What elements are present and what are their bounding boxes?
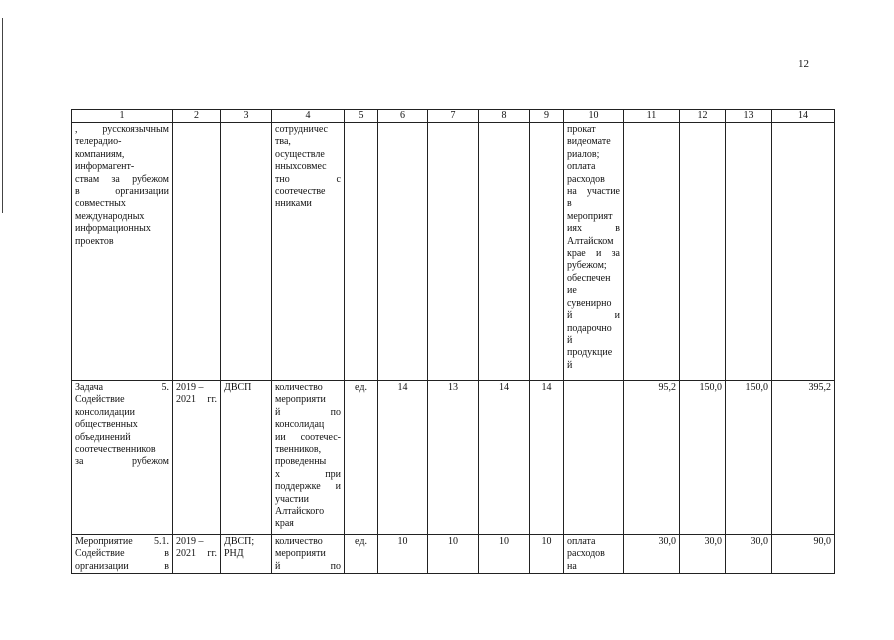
cell-line: количество bbox=[275, 382, 323, 393]
cell-amount: 395,2 bbox=[772, 381, 835, 535]
cell-amount bbox=[624, 123, 680, 381]
cell-indicator bbox=[272, 123, 345, 381]
cell-line: Задача 5. bbox=[75, 382, 169, 393]
cell-line: проектов bbox=[75, 235, 114, 247]
header-cell: 11 bbox=[624, 110, 680, 123]
cell-line: иях в bbox=[567, 223, 620, 235]
cell-line: й bbox=[567, 334, 573, 346]
cell-line: РНД bbox=[224, 548, 244, 560]
cell-line: соотечественников bbox=[75, 444, 156, 456]
cell-line: соотечестве bbox=[275, 186, 326, 198]
cell-line: рубежом; bbox=[567, 260, 607, 272]
cell-amount: 30,0 bbox=[624, 535, 680, 574]
cell-line: нниками bbox=[275, 198, 312, 210]
cell-line: консолидации bbox=[75, 406, 135, 418]
header-cell: 4 bbox=[272, 110, 345, 123]
cell-period bbox=[173, 535, 221, 574]
cell-activity bbox=[564, 535, 624, 574]
cell-indicator bbox=[272, 535, 345, 574]
cell-line: обеспечен bbox=[567, 272, 611, 284]
cell-line: Содействие bbox=[75, 394, 125, 406]
cell-line: оплата bbox=[567, 536, 596, 547]
header-cell: 3 bbox=[221, 110, 272, 123]
cell-description bbox=[72, 535, 173, 574]
cell-value: 14 bbox=[378, 381, 428, 535]
cell-activity bbox=[564, 123, 624, 381]
cell-activity bbox=[564, 381, 624, 535]
cell-line: участии bbox=[275, 493, 309, 505]
cell-line: 2021 гг. bbox=[176, 548, 217, 560]
header-row bbox=[72, 110, 835, 123]
cell-line: поддержке и bbox=[275, 481, 341, 493]
cell-line: ствам за рубежом bbox=[75, 173, 169, 185]
cell-line: расходов bbox=[567, 173, 605, 185]
cell-line: международных bbox=[75, 210, 145, 222]
cell-line: количество bbox=[275, 536, 323, 547]
cell-line: ДВСП; bbox=[224, 536, 255, 547]
header-cell: 8 bbox=[479, 110, 530, 123]
table-row bbox=[72, 381, 835, 535]
cell-line: ДВСП bbox=[224, 382, 252, 393]
cell-line: оплата bbox=[567, 161, 596, 173]
cell-line: прокат bbox=[567, 124, 596, 135]
cell-line: в организации bbox=[75, 186, 169, 198]
cell-amount bbox=[680, 123, 726, 381]
cell-description bbox=[72, 123, 173, 381]
cell-line: риалов; bbox=[567, 148, 600, 160]
cell-line: Мероприятие 5.1. bbox=[75, 536, 169, 547]
header-cell: 9 bbox=[530, 110, 564, 123]
cell-line: й по bbox=[275, 406, 341, 418]
cell-amount bbox=[772, 123, 835, 381]
cell-unit bbox=[345, 123, 378, 381]
cell-executor bbox=[221, 123, 272, 381]
cell-line: видеомате bbox=[567, 136, 611, 148]
cell-line: сотрудничес bbox=[275, 124, 328, 135]
cell-value: 10 bbox=[378, 535, 428, 574]
cell-amount: 90,0 bbox=[772, 535, 835, 574]
cell-period bbox=[173, 381, 221, 535]
cell-line: информационных bbox=[75, 223, 151, 235]
cell-line: твенников, bbox=[275, 444, 322, 456]
header-cell: 10 bbox=[564, 110, 624, 123]
cell-line: тва, bbox=[275, 136, 291, 148]
cell-executor bbox=[221, 535, 272, 574]
cell-line: телерадио- bbox=[75, 136, 122, 148]
cell-period bbox=[173, 123, 221, 381]
cell-amount bbox=[726, 123, 772, 381]
cell-line: сувенирно bbox=[567, 297, 612, 309]
table-row bbox=[72, 535, 835, 574]
cell-line: тно с bbox=[275, 173, 341, 185]
table-row bbox=[72, 123, 835, 381]
cell-line: объединений bbox=[75, 431, 131, 443]
cell-line: подарочно bbox=[567, 322, 612, 334]
cell-value bbox=[428, 123, 479, 381]
cell-line: за рубежом bbox=[75, 456, 169, 468]
header-cell: 14 bbox=[772, 110, 835, 123]
cell-line: ии соотечес- bbox=[275, 431, 341, 443]
cell-line: Алтайского bbox=[275, 506, 325, 518]
header-cell: 7 bbox=[428, 110, 479, 123]
cell-line: расходов bbox=[567, 548, 605, 560]
cell-amount: 30,0 bbox=[680, 535, 726, 574]
cell-line: совместных bbox=[75, 198, 126, 210]
cell-value bbox=[479, 123, 530, 381]
cell-line: мероприят bbox=[567, 210, 613, 222]
cell-unit: ед. bbox=[345, 381, 378, 535]
header-cell: 6 bbox=[378, 110, 428, 123]
cell-unit: ед. bbox=[345, 535, 378, 574]
cell-line: , русскоязычным bbox=[75, 124, 169, 135]
header-cell: 12 bbox=[680, 110, 726, 123]
cell-line: общественных bbox=[75, 419, 138, 431]
cell-line: нныхсовмес bbox=[275, 161, 327, 173]
cell-amount: 30,0 bbox=[726, 535, 772, 574]
cell-line: крае и за bbox=[567, 248, 620, 260]
cell-line: Содействие в bbox=[75, 548, 169, 560]
cell-line: компаниям, bbox=[75, 148, 125, 160]
cell-amount: 95,2 bbox=[624, 381, 680, 535]
cell-line: осуществле bbox=[275, 148, 325, 160]
cell-line: края bbox=[275, 518, 294, 530]
cell-line: й по bbox=[275, 560, 341, 572]
cell-line: мероприяти bbox=[275, 548, 326, 560]
cell-indicator bbox=[272, 381, 345, 535]
cell-description bbox=[72, 381, 173, 535]
cell-value: 10 bbox=[530, 535, 564, 574]
cell-line: й и bbox=[567, 310, 620, 322]
cell-line: х при bbox=[275, 468, 341, 480]
cell-value: 13 bbox=[428, 381, 479, 535]
cell-value bbox=[378, 123, 428, 381]
cell-line: продукцие bbox=[567, 347, 613, 359]
cell-line: на участие bbox=[567, 186, 620, 198]
scan-edge-line bbox=[2, 18, 3, 213]
cell-value: 10 bbox=[428, 535, 479, 574]
header-cell: 13 bbox=[726, 110, 772, 123]
cell-line: проведенны bbox=[275, 456, 327, 468]
cell-line: мероприяти bbox=[275, 394, 326, 406]
cell-line: в bbox=[567, 198, 572, 210]
cell-line: Алтайском bbox=[567, 235, 614, 247]
header-cell: 2 bbox=[173, 110, 221, 123]
cell-executor bbox=[221, 381, 272, 535]
cell-line: организации в bbox=[75, 560, 169, 572]
page-number: 12 bbox=[798, 58, 809, 70]
cell-value: 10 bbox=[479, 535, 530, 574]
header-cell: 5 bbox=[345, 110, 378, 123]
cell-amount: 150,0 bbox=[680, 381, 726, 535]
cell-value: 14 bbox=[479, 381, 530, 535]
cell-line: 2021 гг. bbox=[176, 394, 217, 406]
data-table bbox=[71, 109, 835, 574]
cell-line: информагент- bbox=[75, 161, 135, 173]
cell-line: й bbox=[567, 359, 573, 371]
cell-value bbox=[530, 123, 564, 381]
header-cell: 1 bbox=[72, 110, 173, 123]
cell-line: 2019 – bbox=[176, 382, 204, 393]
cell-line: ие bbox=[567, 285, 577, 297]
cell-line: 2019 – bbox=[176, 536, 204, 547]
cell-amount: 150,0 bbox=[726, 381, 772, 535]
cell-line: консолидац bbox=[275, 419, 325, 431]
cell-value: 14 bbox=[530, 381, 564, 535]
cell-line: на bbox=[567, 560, 577, 572]
